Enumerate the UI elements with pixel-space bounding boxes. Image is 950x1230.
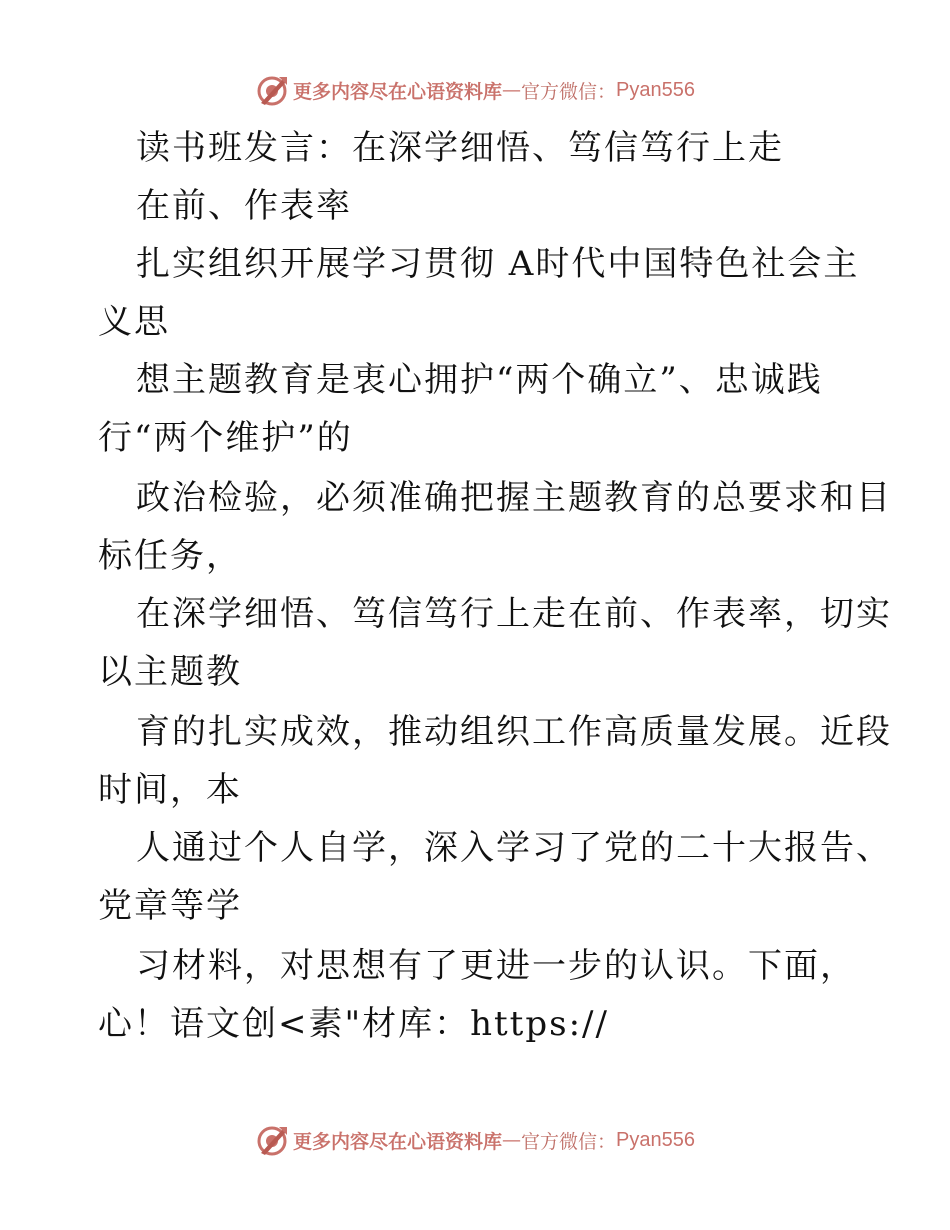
quill-logo-icon	[255, 1123, 289, 1157]
footer-watermark	[0, 1120, 950, 1160]
text-line: 在深学细悟、笃信笃行上走在前、作表率，切实	[136, 594, 892, 634]
text-line: 党章等学	[98, 886, 242, 926]
quill-logo-icon	[255, 73, 289, 107]
watermark-text: 更多内容尽在心语资料库	[293, 80, 503, 103]
text-line: 习材料，对思想有了更进一步的认识。下面，	[136, 946, 856, 986]
text-line: 时间，本	[98, 770, 242, 810]
text-line: 想主题教育是衷心拥护“两个确立”、忠诚践	[136, 360, 823, 400]
watermark-wechat-id: Pyan556	[616, 1128, 695, 1151]
text-line: 扎实组织开展学习贯彻 A时代中国特色社会主	[136, 244, 860, 284]
watermark-wechat-label: 官方微信：	[521, 1130, 617, 1153]
watermark-wechat-label: 官方微信：	[521, 80, 617, 103]
text-line: 标任务，	[98, 536, 242, 576]
text-line: 以主题教	[98, 652, 242, 692]
text-line: 育的扎实成效，推动组织工作高质量发展。近段	[136, 712, 892, 752]
watermark-separator: —	[502, 79, 522, 101]
watermark-text: 更多内容尽在心语资料库	[293, 1130, 503, 1153]
header-watermark	[0, 70, 950, 110]
text-line: 行“两个维护”的	[98, 418, 353, 458]
text-line: 读书班发言：在深学细悟、笃信笃行上走	[136, 128, 784, 168]
text-line: 人通过个人自学，深入学习了党的二十大报告、	[136, 828, 892, 868]
text-line: 心！语文创<素"材库：https://	[98, 1004, 609, 1044]
watermark-separator: —	[502, 1129, 522, 1151]
text-line: 政治检验，必须准确把握主题教育的总要求和目	[136, 478, 892, 518]
watermark-wechat-id: Pyan556	[616, 78, 695, 101]
text-line: 在前、作表率	[136, 186, 352, 226]
text-line: 义思	[98, 302, 170, 342]
